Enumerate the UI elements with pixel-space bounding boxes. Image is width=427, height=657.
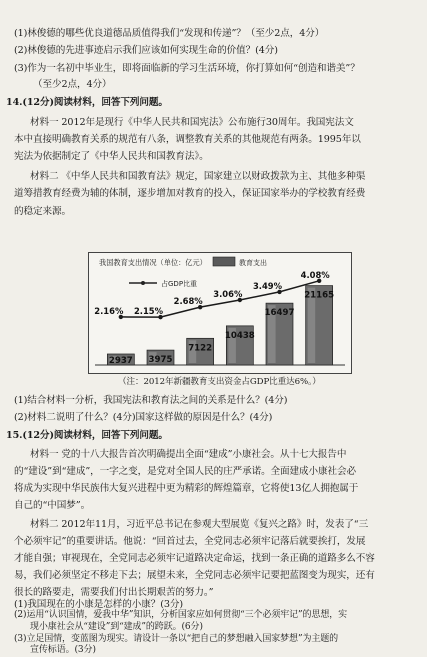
q15-material1-line3: 将成为实现中华民族伟大复兴进程中更为精彩的辉煌篇章，它将使13亿人拥抱属于 — [14, 483, 359, 494]
legend-line-label: 占GDP比重 — [161, 280, 198, 288]
gdp-share-label: 2.68% — [173, 296, 203, 307]
q14-material1-line1: 材料一 2012年是现行《中华人民共和国宪法》公布施行30周年。我国宪法文 — [30, 117, 354, 128]
chart-bar-value-label: 3975 — [148, 355, 173, 366]
education-expenditure-chart — [88, 252, 352, 374]
q14-item-1: (1)结合材料一分析，我国宪法和教育法之间的关系是什么？(4分) — [14, 395, 288, 406]
q14-material1-line3: 宪法为依据制定了《中华人民共和国教育法》。 — [14, 151, 209, 162]
q15-item-2: (2)运用“认识国情，爱我中华”知识，分析国家应如何贯彻“三个必须牢记”的思想，实 — [14, 610, 348, 620]
gdp-share-label: 2.16% — [94, 305, 124, 316]
chart-title: 我国教育支出情况（单位：亿元） — [99, 258, 207, 267]
chart-bar-value-label: 10438 — [224, 330, 255, 341]
q13-item-2: (2)林俊德的先进事迹启示我们应该如何实现生命的价值？(4分) — [14, 45, 278, 56]
chart-bar-value-label: 7122 — [188, 343, 213, 354]
q14-heading: 14.(12分)阅读材料，回答下列问题。 — [6, 97, 168, 108]
q15-material2-line5: 很长的路要走，需要我们付出长期艰苦的努力。” — [14, 587, 214, 598]
q15-item-1: (1)我国现在的小康是怎样的小康？(3分) — [14, 599, 183, 610]
chart-canvas — [89, 253, 351, 373]
q15-item-3: (3)立足国情，变蓝图为现实。请设计一条以“把自己的梦想融入国家梦想”为主题的 — [14, 634, 339, 644]
q13-item-3: (3)作为一名初中毕业生，即将面临新的学习生活环境，你打算如何“创造和谐美”？ — [14, 63, 360, 74]
legend-line-marker — [141, 281, 145, 285]
chart-note: （注：2012年新疆教育支出资金占GDP比重达6%。） — [118, 377, 321, 387]
q14-material2-line1: 材料二 《中华人民共和国教育法》规定，国家建立以财政拨款为主、其他多种渠 — [30, 171, 366, 182]
gdp-share-label: 4.08% — [300, 269, 330, 280]
q15-item-3-cont: 宣传标语。(3分) — [30, 645, 96, 655]
q13-item-3-cont: （至少2点，4分） — [33, 79, 112, 90]
chart-bar-value-label: 16497 — [264, 308, 295, 319]
q15-material2-line1: 材料二 2012年11月，习近平总书记在参观大型展览《复兴之路》时，发表了“三 — [30, 519, 369, 530]
q15-item-2-cont: 现小康社会从“建设”到“建成”的跨跃。(6分) — [30, 622, 203, 632]
chart-bar-value-label: 2937 — [108, 356, 133, 366]
gdp-share-label: 3.06% — [213, 288, 243, 299]
q14-material1-line2: 本中直接明确教育关系的规范有八条，调整教育关系的其他规范有两条。1995年以 — [14, 134, 361, 145]
q15-heading: 15.(12分)阅读材料，回答下列问题。 — [6, 430, 168, 441]
q15-material2-line2: 个必须牢记”的重要讲话。他说：“回首过去，全党同志必须牢记落后就要挨打，发展 — [14, 536, 366, 547]
chart-bar-value-label: 21165 — [304, 290, 335, 301]
q14-item-2: (2)材料二说明了什么？(4分)国家这样做的原因是什么？(4分) — [14, 412, 273, 423]
q15-material2-line4: 易，我们必须坚定不移走下去；展望未来，全党同志必须牢记要把蓝图变为现实，还有 — [14, 570, 375, 581]
legend-bar-swatch — [213, 257, 235, 266]
q15-material1-line2: 的“建设”到“建成”，一字之变，是党对全国人民的庄严承诺。全面建成小康社会必 — [14, 466, 357, 477]
legend-bar-label: 教育支出 — [239, 259, 267, 267]
q13-item-1: (1)林俊德的哪些优良道德品质值得我们“发现和传递”？（至少2点，4分） — [14, 28, 325, 39]
q15-material1-line1: 材料一 党的十八大报告首次明确提出全面“建成”小康社会。从十七大报告中 — [30, 449, 347, 460]
q14-material2-line2: 道筹措教育经费为辅的体制，逐步增加对教育的投入，保证国家举办的学校教育经费 — [14, 188, 366, 199]
gdp-share-label: 3.49% — [252, 280, 283, 291]
gdp-share-label: 2.15% — [133, 306, 164, 317]
q15-material2-line3: 才能自强；审视现在，全党同志必须牢记道路决定命运，找到一条正确的道路多么不容 — [14, 553, 375, 564]
q14-material2-line3: 的稳定来源。 — [14, 206, 71, 217]
q15-material1-line4: 自己的“中国梦”。 — [14, 500, 91, 511]
